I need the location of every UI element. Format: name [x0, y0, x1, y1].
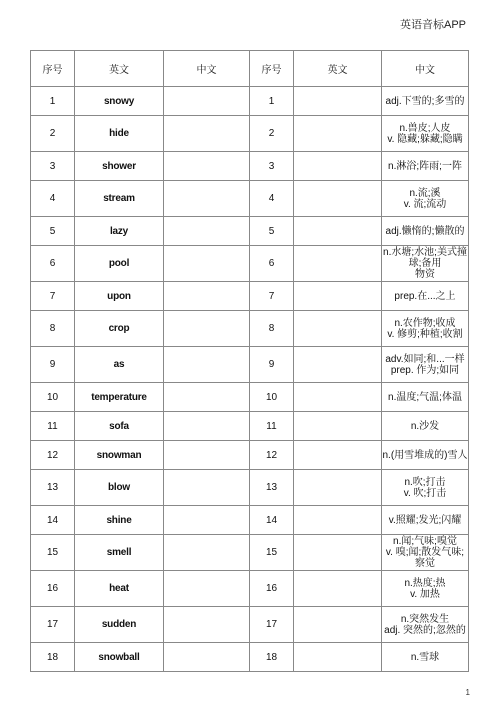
row-chinese-blank [164, 311, 250, 347]
table-row [31, 217, 469, 246]
row-index: 5 [31, 217, 75, 246]
row-index-2: 8 [250, 311, 294, 347]
row-english-blank [294, 311, 382, 347]
header-english: 英文 [75, 51, 164, 87]
row-chinese-definition [382, 643, 469, 672]
definition-line: n.雪球 [410, 651, 440, 663]
row-chinese-blank [164, 506, 250, 535]
definition-line: v. 隐藏;躲藏;隐瞒 [387, 133, 463, 145]
row-english-blank [294, 470, 382, 506]
row-english-word: shower [75, 152, 164, 181]
row-chinese-blank [164, 282, 250, 311]
row-index-2: 3 [250, 152, 294, 181]
row-index: 6 [31, 246, 75, 282]
row-english-blank [294, 412, 382, 441]
row-chinese-definition [382, 470, 469, 506]
row-chinese-definition [382, 181, 469, 217]
row-english-word: stream [75, 181, 164, 217]
row-index-2: 11 [250, 412, 294, 441]
row-chinese-definition [382, 441, 469, 470]
definition-line: v. 修剪;种植;收割 [387, 328, 463, 340]
row-chinese-definition [382, 506, 469, 535]
row-chinese-definition [382, 217, 469, 246]
row-chinese-definition [382, 535, 469, 571]
row-chinese-blank [164, 152, 250, 181]
row-index: 16 [31, 571, 75, 607]
row-english-word: hide [75, 116, 164, 152]
row-index: 11 [31, 412, 75, 441]
row-index: 4 [31, 181, 75, 217]
row-chinese-definition [382, 571, 469, 607]
row-english-blank [294, 217, 382, 246]
row-index-2: 2 [250, 116, 294, 152]
definition-line: prep. 作为;如同 [390, 364, 460, 376]
definition-line: n.闻;气味;嗅觉 [393, 536, 457, 547]
row-english-word: smell [75, 535, 164, 571]
definition-line: v. 嗅;闻;散发气味;察觉 [385, 547, 465, 569]
table-row [31, 383, 469, 412]
row-index: 18 [31, 643, 75, 672]
row-english-word: lazy [75, 217, 164, 246]
row-chinese-definition [382, 412, 469, 441]
row-index: 3 [31, 152, 75, 181]
row-index-2: 1 [250, 87, 294, 116]
definition-line: n.流;溪 [409, 187, 441, 199]
row-chinese-blank [164, 571, 250, 607]
app-title: 英语音标APP [399, 19, 466, 31]
table-row [31, 535, 469, 571]
table-row [31, 311, 469, 347]
row-english-word: snowball [75, 643, 164, 672]
table-row [31, 181, 469, 217]
row-index-2: 17 [250, 607, 294, 643]
row-english-blank [294, 246, 382, 282]
row-chinese-definition [382, 87, 469, 116]
definition-line: adj.下雪的;多雪的 [385, 95, 465, 107]
row-english-blank [294, 383, 382, 412]
row-chinese-blank [164, 535, 250, 571]
row-chinese-blank [164, 347, 250, 383]
header-english-2: 英文 [294, 51, 382, 87]
row-english-word: upon [75, 282, 164, 311]
row-index-2: 6 [250, 246, 294, 282]
row-index: 7 [31, 282, 75, 311]
row-english-word: sudden [75, 607, 164, 643]
row-chinese-definition [382, 607, 469, 643]
table-row [31, 643, 469, 672]
row-english-blank [294, 643, 382, 672]
table-row [31, 152, 469, 181]
definition-line: n.突然发生 [400, 613, 450, 625]
row-chinese-blank [164, 181, 250, 217]
row-chinese-blank [164, 116, 250, 152]
row-english-word: heat [75, 571, 164, 607]
definition-line: n.兽皮;人皮 [399, 122, 451, 134]
row-english-word: shine [75, 506, 164, 535]
definition-line: 物资 [415, 269, 435, 280]
definition-line: n.水塘;水池;美式撞球;备用 [383, 247, 467, 269]
header-chinese-2: 中文 [382, 51, 469, 87]
definition-line: n.沙发 [410, 420, 440, 432]
row-index-2: 14 [250, 506, 294, 535]
row-english-blank [294, 571, 382, 607]
row-index: 13 [31, 470, 75, 506]
definition-line: adv.如同;和...一样 [385, 353, 465, 365]
row-index: 17 [31, 607, 75, 643]
row-english-blank [294, 116, 382, 152]
table-row [31, 116, 469, 152]
row-index-2: 7 [250, 282, 294, 311]
row-index-2: 13 [250, 470, 294, 506]
row-chinese-definition [382, 246, 469, 282]
table-row [31, 246, 469, 282]
row-chinese-blank [164, 643, 250, 672]
row-english-word: snowman [75, 441, 164, 470]
table-row [31, 571, 469, 607]
row-english-blank [294, 152, 382, 181]
table-row [31, 470, 469, 506]
row-english-word: blow [75, 470, 164, 506]
row-index-2: 9 [250, 347, 294, 383]
definition-line: v. 流;流动 [403, 198, 447, 210]
row-index-2: 18 [250, 643, 294, 672]
row-chinese-definition [382, 383, 469, 412]
row-index: 10 [31, 383, 75, 412]
vocabulary-table [30, 50, 469, 672]
table-row [31, 506, 469, 535]
definition-line: v.照耀;发光;闪耀 [388, 514, 462, 526]
table-header-row [31, 51, 469, 87]
definition-line: v. 吹;打击 [403, 487, 447, 499]
row-index: 2 [31, 116, 75, 152]
row-chinese-definition [382, 152, 469, 181]
definition-line: n.热度;热 [404, 577, 446, 589]
table-row [31, 607, 469, 643]
row-english-word: crop [75, 311, 164, 347]
row-english-word: sofa [75, 412, 164, 441]
row-english-blank [294, 181, 382, 217]
definition-line: prep.在...之上 [394, 290, 456, 302]
row-english-word: as [75, 347, 164, 383]
row-english-word: temperature [75, 383, 164, 412]
row-english-word: pool [75, 246, 164, 282]
row-index-2: 16 [250, 571, 294, 607]
row-index: 1 [31, 87, 75, 116]
row-english-blank [294, 347, 382, 383]
definition-line: n.农作物;收成 [394, 317, 456, 329]
row-chinese-definition [382, 311, 469, 347]
table-row [31, 282, 469, 311]
row-chinese-definition [382, 116, 469, 152]
definition-line: n.(用雪堆成的)雪人 [382, 449, 468, 461]
row-chinese-blank [164, 87, 250, 116]
row-chinese-blank [164, 412, 250, 441]
row-chinese-blank [164, 441, 250, 470]
row-index: 8 [31, 311, 75, 347]
row-chinese-definition [382, 282, 469, 311]
row-index-2: 12 [250, 441, 294, 470]
table-row [31, 347, 469, 383]
definition-line: adj. 突然的;忽然的 [384, 624, 466, 636]
row-english-blank [294, 607, 382, 643]
row-chinese-blank [164, 470, 250, 506]
row-english-blank [294, 535, 382, 571]
table-row [31, 441, 469, 470]
row-chinese-blank [164, 217, 250, 246]
definition-line: n.淋浴;阵雨;一阵 [388, 160, 462, 172]
row-english-blank [294, 441, 382, 470]
definition-line: adj.懒惰的;懒散的 [385, 225, 465, 237]
row-index: 15 [31, 535, 75, 571]
row-english-blank [294, 282, 382, 311]
row-index-2: 15 [250, 535, 294, 571]
row-english-blank [294, 87, 382, 116]
row-index: 9 [31, 347, 75, 383]
definition-line: v. 加热 [410, 588, 440, 600]
row-chinese-blank [164, 607, 250, 643]
row-english-word: snowy [75, 87, 164, 116]
row-english-blank [294, 506, 382, 535]
row-index-2: 4 [250, 181, 294, 217]
row-index-2: 5 [250, 217, 294, 246]
table-row [31, 87, 469, 116]
row-chinese-definition [382, 347, 469, 383]
row-index-2: 10 [250, 383, 294, 412]
row-chinese-blank [164, 246, 250, 282]
header-index-2: 序号 [250, 51, 294, 87]
row-chinese-blank [164, 383, 250, 412]
row-index: 12 [31, 441, 75, 470]
header-chinese: 中文 [164, 51, 250, 87]
header-index: 序号 [31, 51, 75, 87]
row-index: 14 [31, 506, 75, 535]
definition-line: n.温度;气温;体温 [388, 391, 462, 403]
table-row [31, 412, 469, 441]
page-number: 1 [465, 688, 470, 697]
definition-line: n.吹;打击 [404, 476, 446, 488]
